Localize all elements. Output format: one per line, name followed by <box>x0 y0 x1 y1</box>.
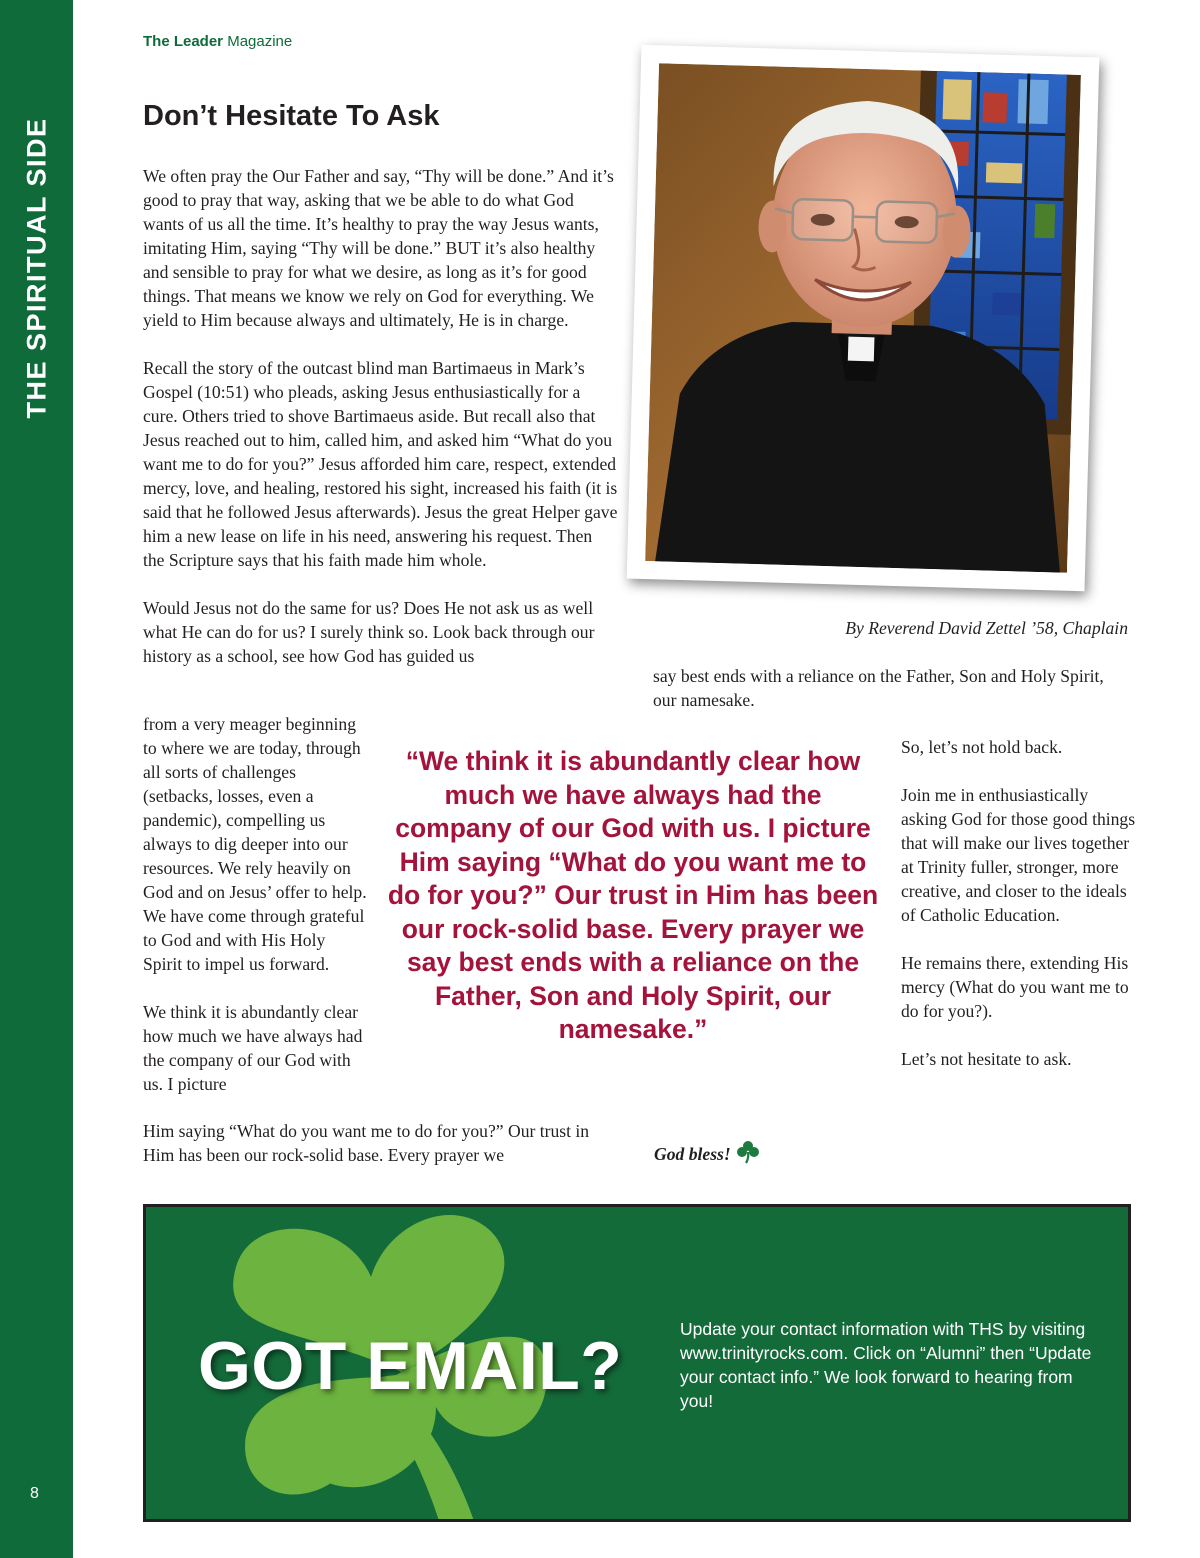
masthead-suffix: Magazine <box>227 33 293 50</box>
side-band <box>0 0 73 1558</box>
article-paragraph: He remains there, extending His mercy (What do you want me to do for you?). <box>901 953 1129 1021</box>
masthead-brand: The Leader <box>143 33 224 50</box>
signoff-text: God bless! <box>654 1144 731 1164</box>
section-title: THE SPIRITUAL SIDE <box>21 117 52 419</box>
article-headline: Don’t Hesitate To Ask <box>143 100 440 132</box>
article-left-column <box>143 164 618 692</box>
article-paragraph: Join me in enthusiastically asking God for those good things that will make our lives together at Trinity fuller, stronger, more creative, and closer to the ideals of Catholic Education. <box>901 785 1136 925</box>
article-paragraph: We often pray the Our Father and say, “Thy will be done.” And it’s good to pray that way, asking that we be able to do what God wants of us all the time. It’s healthy to pray the way Jesus wants, imitating Him, saying “Thy will be done.” BUT it’s also healthy and sensible to pray for what we desire, as long as it’s for good things. That means we know we rely on God for everything. We yield to Him because always and ultimately, He is in charge. <box>143 166 614 330</box>
shamrock-icon <box>737 1140 759 1169</box>
email-ad-banner <box>143 1204 1131 1522</box>
article-right-column <box>901 735 1136 1095</box>
masthead <box>143 33 292 50</box>
article-paragraph: Would Jesus not do the same for us? Does He not ask us as well what He can do for us? I surely think so. Look back through our history as a school, see how God has guided us <box>143 598 595 666</box>
article-paragraph: from a very meager beginning to where we are today, through all sorts of challenges (setbacks, losses, even a pandemic), compelling us always to dig deeper into our resources. We rely heavily on God and on Jesus’ offer to help. We have come through grateful to God and with His Holy Spirit to impel us forward. <box>143 714 367 974</box>
article-narrow-column <box>143 712 368 1120</box>
ad-heading: GOT EMAIL? <box>198 1328 623 1404</box>
page-number: 8 <box>30 1485 39 1502</box>
article-paragraph: So, let’s not hold back. <box>901 737 1063 757</box>
article-paragraph: say best ends with a reliance on the Father, Son and Holy Spirit, our namesake. <box>653 666 1104 710</box>
pull-quote: “We think it is abundantly clear how much we have always had the company of our God with us. I picture Him saying “What do you want me to do for you?” Our trust in Him has been our rock-solid base. Every prayer we say best ends with a reliance on the Father, Son and Holy Spirit, our namesake.” <box>387 746 879 1044</box>
article-byline: By Reverend David Zettel ’58, Chaplain <box>845 618 1128 638</box>
article-paragraph: Him saying “What do you want me to do for you?” Our trust in Him has been our rock-solid base. Every prayer we <box>143 1121 590 1165</box>
article-tail <box>143 1119 618 1167</box>
signoff <box>654 1140 759 1169</box>
chaplain-portrait <box>645 63 1081 573</box>
article-paragraph: We think it is abundantly clear how much we have always had the company of our God with us. I picture <box>143 1002 363 1094</box>
author-photo <box>627 45 1100 592</box>
article-paragraph: Recall the story of the outcast blind man Bartimaeus in Mark’s Gospel (10:51) who pleads, asking Jesus enthusiastically for a cure. Others tried to shove Bartimaeus aside. But recall also that Jesus reached out to him, called him, and asked him “What do you want me to do for you?” Jesus afforded him care, respect, extended mercy, love, and healing, restored his sight, increased his faith (it is said that he followed Jesus afterwards). Jesus the great Helper gave him a new lease on life in his need, answering his request. Then the Scripture says that his faith made him whole. <box>143 358 618 570</box>
article-paragraph: Let’s not hesitate to ask. <box>901 1049 1072 1069</box>
ad-body: Update your contact information with THS by visiting www.trinityrocks.com. Click on “Alumni” then “Update your contact info.” We look forward to hearing from you! <box>680 1319 1092 1411</box>
article-middle-text <box>653 664 1123 712</box>
